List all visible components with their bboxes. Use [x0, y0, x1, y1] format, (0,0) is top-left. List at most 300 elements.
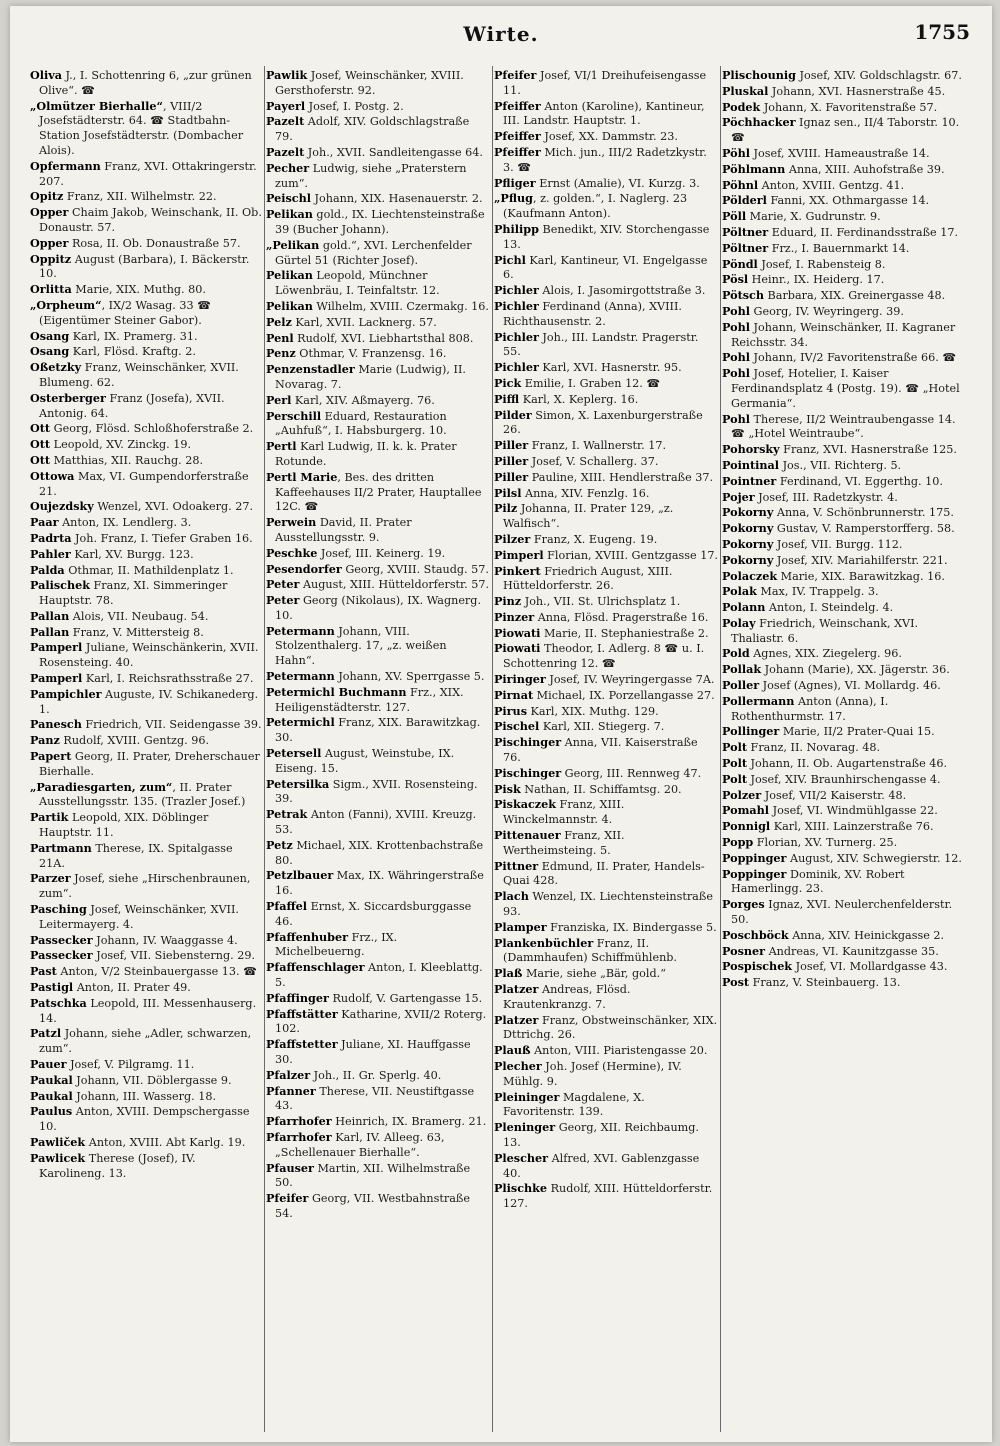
directory-entry [494, 68, 718, 99]
entry-details: Benedikt, XIV. Storchengasse 13. [503, 222, 710, 251]
entry-name: Polt [722, 771, 747, 786]
directory-entry [722, 68, 970, 84]
entry-name: Piowati [494, 625, 541, 640]
entry-details: Georg, XII. Reichbaumg. 13. [503, 1121, 699, 1149]
entry-details: Rudolf, XIII. Hütteldorferstr. 127. [503, 1182, 713, 1211]
entry-name: Pertl Marie [266, 469, 338, 484]
entry-details: Anton (Fanni), XVIII. Kreuzg. 53. [275, 808, 477, 837]
entry-name: Pfaffstätter [266, 1006, 338, 1021]
directory-entry [30, 780, 262, 811]
entry-details: Martin, XII. Wilhelmstraße 50. [275, 1161, 471, 1190]
directory-entry [494, 828, 718, 859]
entry-name: Pohl [722, 303, 750, 318]
entry-details: Franz, Obstweinschänker, XIX. Dttrichg. 26. [503, 1013, 718, 1042]
entry-details: Anton, I. Kleeblattg. 5. [275, 961, 483, 990]
entry-details: Eduard, Restauration „Auhfuß“, I. Habsburgerg. 10. [275, 409, 447, 438]
directory-entry [266, 546, 490, 562]
column-divider [720, 66, 721, 1432]
entry-name: Paulus [30, 1104, 73, 1119]
directory-entry [494, 626, 718, 642]
entry-name: Poppinger [722, 866, 787, 881]
entry-name: Polt [722, 756, 747, 771]
entry-details: Franz, I. Wallnerstr. 17. [528, 439, 667, 453]
entry-details: Dominik, XV. Robert Hamerlingg. 23. [731, 867, 905, 896]
directory-entry [266, 991, 490, 1007]
entry-details: Franz, XVI. Hasnerstraße 125. [779, 443, 957, 457]
entry-name: Pleninger [494, 1120, 556, 1135]
column-divider [264, 66, 265, 1432]
entry-details: Joh., VII. St. Ulrichsplatz 1. [521, 595, 681, 609]
entry-details: Josef, III. Radetzkystr. 4. [754, 490, 898, 504]
entry-name: Pfalzer [266, 1067, 311, 1082]
entry-name: Pauer [30, 1057, 67, 1071]
entry-details: Florian, XVIII. Gentzgasse 17. [543, 548, 718, 562]
entry-name: Pelikan [266, 207, 313, 222]
directory-entry [30, 733, 262, 749]
entry-details: Anton (Anna), I. Rothenthurmstr. 17. [731, 694, 889, 723]
entry-details: J., I. Schottenring 6, „zur grünen Olive“. ☎ [39, 69, 252, 97]
entry-name: Pfaffenhuber [266, 929, 349, 944]
entry-details: Karl, Kantineur, VI. Engelgasse 6. [503, 253, 708, 282]
entry-name: Pittenauer [494, 828, 561, 843]
directory-entry [494, 501, 718, 532]
entry-details: Andreas, Flösd. Krautenkranzg. 7. [503, 983, 631, 1011]
directory-entry [722, 975, 970, 991]
directory-entry [722, 867, 970, 898]
entry-details: Franz, XI. Simmeringer Hauptstr. 78. [39, 579, 228, 608]
directory-entry [266, 299, 490, 315]
entry-name: Oßetzky [30, 360, 82, 375]
entry-name: Oujezdsky [30, 499, 94, 514]
entry-details: Emilie, I. Graben 12. ☎ [521, 376, 661, 390]
entry-name: Pichler [494, 360, 539, 375]
directory-entry [30, 1073, 262, 1089]
directory-entry [266, 191, 490, 207]
entry-name: Pecher [266, 160, 310, 175]
entry-details: Edmund, II. Prater, Handels-Quai 428. [503, 859, 705, 888]
directory-entry [494, 797, 718, 828]
directory-entry [722, 241, 970, 257]
entry-name: Polaczek [722, 568, 778, 583]
entry-details: Johann, XVI. Hasnerstraße 45. [768, 84, 946, 98]
entry-details: Anton (Karoline), Kantineur, III. Landstr. Hauptstr. 1. [503, 99, 705, 128]
entry-name: Pollak [722, 662, 762, 677]
entry-name: Plischke [494, 1181, 548, 1196]
entry-details: Johann, siehe „Adler, schwarzen, zum“. [39, 1027, 252, 1056]
directory-entry [494, 735, 718, 766]
entry-details: Anton, VIII. Piaristengasse 20. [530, 1044, 708, 1058]
directory-entry [494, 1090, 718, 1121]
entry-name: Orlitta [30, 282, 72, 297]
entry-details: Josef, V. Schallerg. 37. [528, 454, 659, 468]
directory-entry [266, 960, 490, 991]
directory-entry [266, 593, 490, 624]
directory-entry [30, 609, 262, 625]
directory-entry [266, 930, 490, 961]
directory-entry [722, 521, 970, 537]
entry-name: Pokorny [722, 552, 774, 567]
entry-name: Paukal [30, 1088, 73, 1103]
entry-name: Pelikan [266, 298, 313, 313]
entry-name: Opper [30, 205, 69, 220]
entry-name: Penz [266, 346, 296, 361]
entry-name: Pöll [722, 209, 747, 224]
directory-entry [30, 1089, 262, 1105]
directory-entry [494, 376, 718, 392]
entry-name: Partmann [30, 840, 92, 855]
entry-details: Therese (Josef), IV. Karolineng. 13. [39, 1151, 196, 1180]
entry-details: Gustav, V. Ramperstorfferg. 58. [773, 522, 955, 536]
directory-entry [722, 584, 970, 600]
entry-details: Josef, VII/2 Kaiserstr. 48. [761, 788, 907, 802]
entry-details: Marie (Ludwig), II. Novarag. 7. [275, 363, 466, 391]
entry-name: Posner [722, 943, 766, 958]
directory-entry [722, 162, 970, 178]
entry-name: Pirus [494, 703, 527, 718]
entry-name: Past [30, 964, 57, 979]
directory-entry [30, 841, 262, 872]
entry-name: Ponnigl [722, 819, 771, 834]
entry-name: Pollermann [722, 693, 795, 708]
entry-name: Plescher [494, 1150, 549, 1165]
entry-details: Nathan, II. Schiffamtsg. 20. [520, 782, 682, 796]
entry-details: Marie, siehe „Bär, gold.“ [522, 967, 666, 981]
entry-name: Pick [494, 375, 522, 390]
entry-name: „Paradiesgarten, zum“ [30, 779, 173, 794]
entry-name: Pfauser [266, 1160, 314, 1175]
entry-name: Pohl [722, 350, 750, 365]
entry-name: Partik [30, 810, 69, 825]
entry-details: Johann, X. Favoritenstraße 57. [760, 100, 938, 114]
directory-entry [30, 1104, 262, 1135]
directory-entry [30, 515, 262, 531]
directory-entry [494, 330, 718, 361]
entry-name: Pokorny [722, 505, 774, 520]
directory-entry [494, 222, 718, 253]
entry-name: Pisk [494, 781, 521, 796]
entry-name: Piowati [494, 641, 541, 656]
entry-details: Joh., III. Landstr. Pragerstr. 55. [503, 330, 699, 359]
entry-name: Petermann [266, 623, 335, 638]
directory-entry [266, 238, 490, 269]
entry-name: Pinz [494, 594, 522, 609]
entry-name: Ott [30, 452, 51, 467]
entry-details: Josef, XIV. Braunhirschengasse 4. [747, 772, 941, 786]
entry-name: Paar [30, 515, 59, 530]
entry-details: gold.“, XVI. Lerchenfelder Gürtel 51 (Richter Josef). [275, 238, 472, 267]
entry-name: Oliva [30, 68, 62, 82]
entry-name: Peschke [266, 545, 318, 560]
entry-details: Anna, V. Schönbrunnerstr. 175. [773, 506, 954, 520]
entry-details: Ludwig, siehe „Praterstern zum“. [275, 161, 467, 190]
directory-entry [266, 268, 490, 299]
directory-entry [30, 329, 262, 345]
entry-details: Karl, XVI. Hasnerstr. 95. [538, 361, 682, 375]
directory-entry [266, 346, 490, 362]
directory-entry [494, 486, 718, 502]
entry-name: Pohl [722, 366, 750, 381]
entry-details: Karl, XVII. Lacknerg. 57. [291, 315, 437, 329]
entry-details: Ignaz, XVI. Neulerchenfelderstr. 50. [731, 898, 953, 927]
directory-entry [494, 438, 718, 454]
entry-name: Peter [266, 593, 300, 608]
entry-details: Auguste, IV. Schikanederg. 1. [39, 687, 259, 716]
entry-details: Josef, IV. Weyringergasse 7A. [545, 673, 715, 687]
entry-details: Alfred, XVI. Gablenzgasse 40. [503, 1151, 700, 1180]
entry-name: Pfanner [266, 1083, 316, 1098]
directory-entry [722, 819, 970, 835]
entry-details: Karl, I. Reichsrathsstraße 27. [82, 672, 254, 686]
entry-details: Karl, XIX. Muthg. 129. [527, 704, 659, 718]
entry-details: Joh. Josef (Hermine), IV. Mühlg. 9. [503, 1060, 682, 1088]
entry-details: Franz, XVI. Ottakringerstr. 207. [39, 159, 257, 188]
directory-entry [30, 360, 262, 391]
directory-entry [266, 315, 490, 331]
directory-entry [494, 360, 718, 376]
entry-details: David, II. Prater Ausstellungsstr. 9. [275, 516, 412, 544]
entry-details: Franz, II. (Dammhaufen) Schiffmühlenb. [503, 936, 677, 965]
directory-entry [494, 766, 718, 782]
entry-name: Petrak [266, 807, 308, 822]
directory-entry [30, 99, 262, 159]
directory-entry [494, 982, 718, 1013]
entry-name: Piller [494, 453, 529, 468]
entry-name: Opitz [30, 189, 64, 204]
directory-entry [494, 392, 718, 408]
directory-page [10, 6, 992, 1442]
directory-entry [722, 756, 970, 772]
entry-details: Agnes, XIX. Ziegelerg. 96. [749, 647, 902, 661]
entry-details: Therese, VII. Neustiftgasse 43. [275, 1084, 475, 1113]
column-divider [492, 66, 493, 1432]
entry-details: Karl Ludwig, II. k. k. Prater Rotunde. [275, 440, 457, 468]
entry-details: Florian, XV. Turnerg. 25. [753, 836, 898, 850]
directory-entry [30, 159, 262, 190]
directory-entry [494, 610, 718, 626]
entry-name: Pastigl [30, 980, 74, 995]
directory-entry [722, 788, 970, 804]
entry-details: Friedrich, VII. Seidengasse 39. [81, 718, 262, 732]
directory-entry [30, 344, 262, 360]
entry-name: Payerl [266, 98, 306, 113]
page-number: 1755 [914, 20, 970, 44]
entry-name: Pospischek [722, 959, 793, 974]
entry-details: Anna, XIV. Heinickgasse 2. [788, 928, 945, 942]
directory-entry [494, 704, 718, 720]
entry-name: Petermann [266, 669, 335, 684]
directory-entry [722, 84, 970, 100]
entry-name: Pfaffenschlager [266, 960, 365, 975]
directory-entry [494, 454, 718, 470]
entry-name: Plankenbüchler [494, 935, 594, 950]
entry-name: Pollinger [722, 724, 780, 739]
directory-entry [266, 1084, 490, 1115]
directory-entry [266, 746, 490, 777]
entry-name: Padrta [30, 530, 72, 545]
directory-entry [30, 547, 262, 563]
entry-name: Pokorny [722, 521, 774, 536]
directory-entry [30, 578, 262, 609]
directory-entry [722, 272, 970, 288]
directory-entry [494, 564, 718, 595]
directory-entry [722, 851, 970, 867]
entry-details: Franz, X. Eugeng. 19. [530, 532, 658, 546]
entry-name: Pichler [494, 298, 539, 313]
directory-entry [722, 646, 970, 662]
entry-name: Pirnat [494, 687, 534, 702]
directory-entry [494, 641, 718, 672]
entry-details: Anton, V/2 Steinbauergasse 13. ☎ [56, 965, 258, 979]
entry-name: Pawliček [30, 1134, 86, 1149]
directory-entry [722, 616, 970, 647]
directory-entry [722, 412, 970, 443]
entry-name: Pichl [494, 252, 526, 267]
directory-entry [722, 897, 970, 928]
directory-entry [30, 933, 262, 949]
entry-name: Papert [30, 749, 72, 764]
entry-details: Anton, XVIII. Dempschergasse 10. [39, 1105, 250, 1134]
entry-name: Pokorny [722, 536, 774, 551]
entry-details: Georg, Flösd. Schloßhoferstraße 2. [50, 422, 254, 436]
entry-details: Alois, VII. Neubaug. 54. [69, 609, 209, 623]
entry-name: Pöndl [722, 256, 758, 271]
entry-name: Plecher [494, 1059, 542, 1073]
entry-details: Rudolf, V. Gartengasse 15. [328, 991, 483, 1005]
entry-details: Johann, II. Ob. Augartenstraße 46. [747, 757, 948, 771]
entry-name: Pölderl [722, 193, 767, 208]
entry-name: Opfermann [30, 158, 101, 173]
entry-name: Pfaffinger [266, 990, 329, 1005]
directory-entry [722, 662, 970, 678]
entry-details: Michael, XIX. Krottenbachstraße 80. [275, 838, 484, 867]
directory-entry [266, 1068, 490, 1084]
entry-details: Franz, XIII. Winckelmannstr. 4. [503, 798, 625, 827]
entry-name: Pesendorfer [266, 561, 342, 576]
directory-entry [30, 391, 262, 422]
entry-details: Karl, XV. Burgg. 123. [70, 547, 194, 561]
entry-details: Johann, Weinschänker, II. Kagraner Reichsstr. 34. [731, 320, 956, 349]
entry-details: Rudolf, XVI. Liebhartsthal 808. [293, 331, 474, 345]
entry-name: Philipp [494, 221, 539, 236]
entry-name: Perl [266, 392, 292, 407]
entry-details: Josef, XIV. Mariahilferstr. 221. [773, 553, 948, 567]
entry-name: Paukal [30, 1072, 73, 1087]
directory-entry [30, 252, 262, 283]
entry-name: Poppinger [722, 850, 787, 865]
entry-details: Josef, VI/1 Dreihufeisengasse 11. [503, 69, 707, 97]
entry-name: Pöhlmann [722, 161, 786, 176]
directory-entry [494, 129, 718, 145]
entry-details: Karl, IV. Alleeg. 63, „Schellenauer Bierhalle“. [275, 1130, 445, 1159]
column-2 [266, 68, 490, 1430]
entry-details: Anna, XIV. Fenzlg. 16. [521, 486, 650, 500]
entry-name: Pfeifer [266, 1191, 309, 1206]
entry-name: Polt [722, 740, 747, 755]
entry-name: Panesch [30, 717, 82, 732]
entry-name: Pfeiffer [494, 129, 541, 144]
entry-name: Plach [494, 889, 529, 904]
directory-entry [722, 537, 970, 553]
entry-name: Pinkert [494, 563, 541, 578]
directory-entry [722, 100, 970, 116]
directory-entry [494, 936, 718, 967]
entry-details: Johann, XIX. Hasenauerstr. 2. [310, 192, 483, 206]
entry-details: Karl, Flösd. Kraftg. 2. [69, 345, 196, 359]
entry-details: Alois, I. Jasomirgottstraße 3. [538, 284, 706, 298]
entry-name: Pilder [494, 407, 532, 422]
directory-entry [494, 253, 718, 284]
directory-entry [30, 437, 262, 453]
entry-details: Georg (Nikolaus), IX. Wagnerg. 10. [275, 594, 481, 622]
directory-entry [30, 948, 262, 964]
entry-details: Johann, III. Wasserg. 18. [72, 1089, 217, 1103]
entry-details: Ferdinand (Anna), XVIII. Richthausenstr. 2. [503, 299, 682, 328]
entry-details: Fanni, XX. Othmargasse 14. [766, 194, 930, 208]
entry-name: „Olmützer Bierhalle“ [30, 98, 163, 113]
directory-entry [266, 715, 490, 746]
entry-name: Pleininger [494, 1089, 560, 1104]
directory-entry [266, 685, 490, 716]
entry-name: Pöhnl [722, 177, 759, 192]
entry-details: Josef, I. Postg. 2. [305, 99, 404, 113]
entry-name: Piller [494, 469, 529, 484]
directory-entry [30, 871, 262, 902]
entry-details: Pauline, XIII. Hendlerstraße 37. [528, 470, 714, 484]
entry-details: Heinr., IX. Heiderg. 17. [748, 273, 885, 287]
directory-entry [494, 688, 718, 704]
directory-entry [266, 68, 490, 99]
entry-name: Pfliger [494, 175, 536, 190]
entry-name: Penzenstadler [266, 362, 355, 377]
entry-name: Petz [266, 837, 293, 852]
entry-details: Josef, Weinschänker, XVII. Leitermayerg. 4. [39, 903, 239, 931]
entry-name: Pohorsky [722, 442, 780, 457]
directory-entry [494, 176, 718, 192]
directory-entry [30, 1057, 262, 1073]
directory-entry [722, 803, 970, 819]
entry-details: Josef, XX. Dammstr. 23. [540, 130, 678, 144]
entry-details: Josef, XIV. Goldschlagstr. 67. [795, 69, 962, 82]
entry-details: Josef, VI. Windmühlgasse 22. [769, 804, 938, 818]
entry-name: Pallan [30, 608, 70, 623]
directory-entry [266, 515, 490, 546]
entry-name: Pawlik [266, 68, 308, 82]
directory-entry [266, 99, 490, 115]
directory-entry [266, 807, 490, 838]
directory-entry [494, 470, 718, 486]
entry-details: Chaim Jakob, Weinschank, II. Ob. Donaustr. 57. [39, 206, 262, 234]
entry-name: Patzl [30, 1026, 62, 1041]
entry-name: Pelikan [266, 268, 313, 283]
entry-details: Franz, V. Mittersteig 8. [69, 625, 204, 639]
entry-name: Porges [722, 897, 765, 912]
entry-details: Anna, Flösd. Pragerstraße 16. [534, 610, 709, 624]
directory-entry [266, 577, 490, 593]
entry-name: Poschböck [722, 927, 789, 942]
entry-details: Frz., I. Bauernmarkt 14. [768, 241, 910, 255]
entry-name: Pilz [494, 501, 518, 516]
entry-name: Penl [266, 330, 294, 345]
entry-details: Josef, VI. Mollardgasse 43. [792, 960, 948, 974]
entry-details: Juliane, XI. Hauffgasse 30. [275, 1038, 471, 1066]
entry-details: Josef, III. Keinerg. 19. [317, 546, 446, 560]
entry-name: Platzer [494, 1012, 539, 1027]
entry-details: Jos., VII. Richterg. 5. [779, 458, 902, 472]
directory-entry [30, 1135, 262, 1151]
entry-name: Piller [494, 438, 529, 453]
entry-name: Piringer [494, 672, 546, 687]
entry-details: Franz, Weinschänker, XVII. Blumeng. 62. [39, 361, 239, 389]
